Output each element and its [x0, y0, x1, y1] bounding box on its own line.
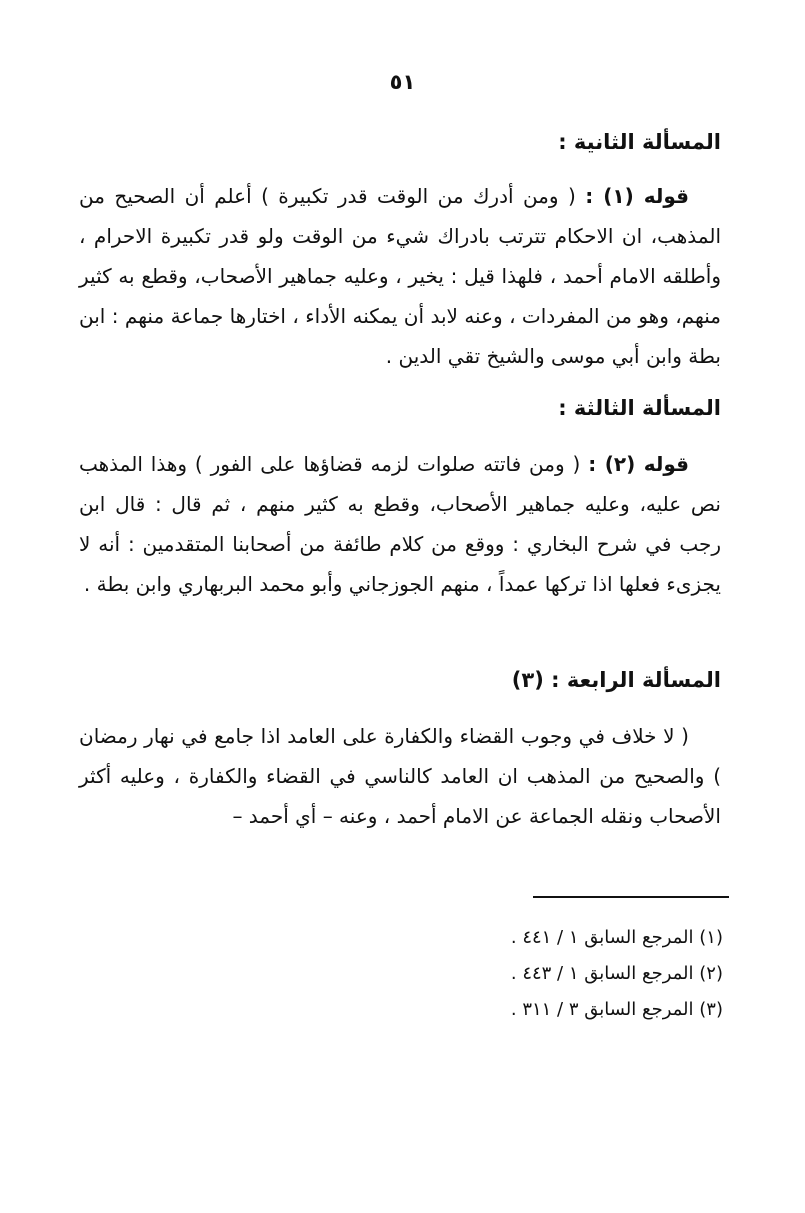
paragraph-body: ( ومن أدرك من الوقت قدر تكبيرة ) أعلم أن الصحيح من المذهب، ان الاحكام تترتب بادراك شيء من الوقت ولو قدر تكبيرة الاحرام ، وأطلقه الامام أحمد ، فلهذا قيل : يخير ، وعليه جماهير الأصحاب، وقطع به كثير منهم، وهو من المفردات ، وعنه لابد أن يمكنه الأداء ، اختارها جماعة منهم : ابن بطة وابن أبي موسى والشيخ تقي الدين .: [79, 184, 721, 368]
section-heading-2: المسألة الثانية :: [558, 130, 721, 154]
section-paragraph-3: [79, 444, 721, 604]
footnote-1: (١) المرجع السابق ١ / ٤٤١ .: [510, 927, 723, 948]
paragraph-body: ( ومن فاتته صلوات لزمه قضاؤها على الفور ) وهذا المذهب نص عليه، وعليه جماهير الأصحاب، وقطع به كثير منهم ، ثم قال : قال ابن رجب في شرح البخاري : ووقع من كلام طائفة من أصحابنا المتقدمين : أنه لا يجزىء فعلها اذا تركها عمداً ، منهم الجوزجاني وأبو محمد البربهاري وابن بطة .: [79, 452, 721, 596]
section-paragraph-4: [79, 716, 721, 836]
footnote-3: (٣) المرجع السابق ٣ / ٣١١ .: [510, 999, 723, 1020]
paragraph-lead: قوله (٢) :: [588, 452, 689, 476]
section-heading-4: المسألة الرابعة : (٣): [511, 668, 721, 692]
section-paragraph-2: [79, 176, 721, 376]
footnotes-list: [323, 920, 723, 1028]
section-heading-3: المسألة الثالثة :: [558, 396, 721, 420]
footnote-2: (٢) المرجع السابق ١ / ٤٤٣ .: [510, 963, 723, 984]
page-number: ٥١: [389, 70, 416, 94]
footnote-separator: [533, 896, 729, 898]
paragraph-body: ( لا خلاف في وجوب القضاء والكفارة على العامد اذا جامع في نهار رمضان ) والصحيح من المذهب ان العامد كالناسي في القضاء والكفارة ، وعليه أكثر الأصحاب ونقله الجماعة عن الامام أحمد ، وعنه – أي أحمد –: [79, 724, 721, 828]
paragraph-lead: قوله (١) :: [585, 184, 689, 208]
